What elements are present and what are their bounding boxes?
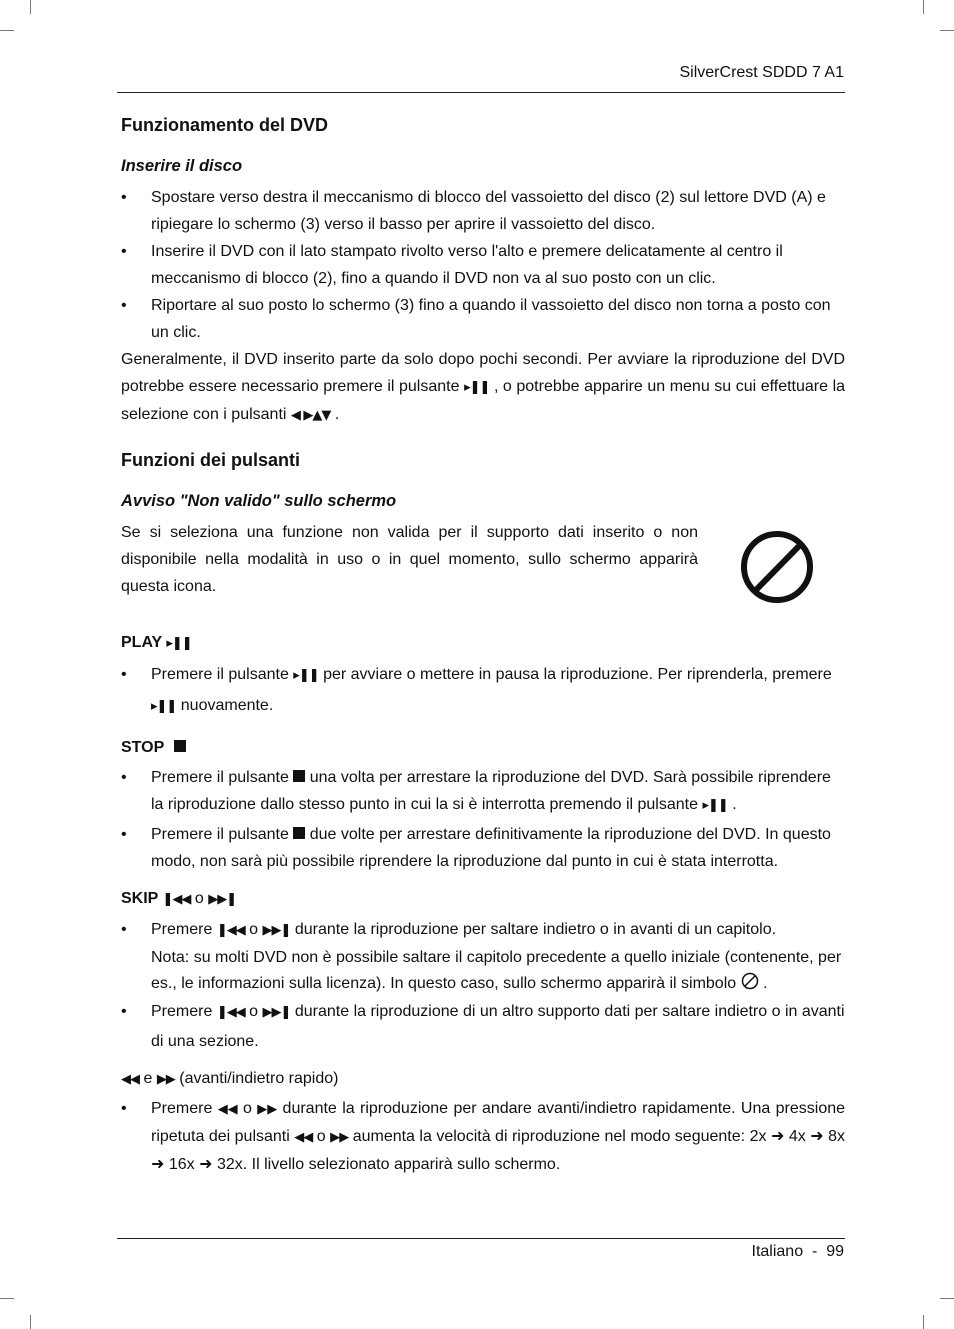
subsection-title-insert-disc: Inserire il disco: [121, 157, 243, 175]
stop-icon: [174, 740, 186, 752]
list-item-text: o: [316, 1128, 326, 1145]
list-item: [121, 660, 845, 722]
skip-heading: [121, 887, 845, 912]
list-item-text: per avviare o mettere in pausa la riproduzione. Per riprenderla, premere: [323, 666, 832, 683]
subsection-title-invalid-notice: Avviso "Non valido" sullo schermo: [121, 492, 397, 510]
page-content: [121, 112, 845, 1178]
crop-mark: [940, 30, 954, 31]
crop-mark: [923, 1315, 924, 1329]
section-title-dvd-operation: Funzionamento del DVD: [121, 115, 328, 135]
fast-forward-icon: ▶▶: [156, 1072, 175, 1087]
crop-mark: [30, 0, 31, 14]
stop-icon: [293, 770, 305, 782]
skip-title: SKIP: [121, 890, 159, 907]
list-item-text: due volte per arrestare definitivamente la riproduzione del DVD. In questo modo, non sarà più possibile riprendere la riproduzione dal punto in cui è stata interrotta.: [151, 826, 831, 870]
fast-forward-icon: ▶▶: [330, 1130, 349, 1145]
crop-mark: [0, 30, 14, 31]
footer-rule: [117, 1238, 845, 1239]
skip-next-icon: ▶▶❚: [208, 892, 237, 907]
header-rule: [117, 92, 845, 93]
play-title: PLAY: [121, 634, 162, 651]
list-item-text: Premere il pulsante: [151, 666, 289, 683]
list-item: [121, 916, 845, 997]
skip-list: [121, 916, 845, 1056]
section-title-button-functions: Funzioni dei pulsanti: [121, 450, 300, 470]
heading-conjunction: e: [143, 1070, 153, 1087]
rewind-icon: ◀◀: [294, 1130, 313, 1145]
skip-next-icon: ▶▶❚: [262, 1005, 291, 1020]
list-item-text: .: [732, 796, 737, 813]
arrow-right-icon: ➜: [770, 1128, 785, 1145]
play-pause-icon: ▸❚❚: [166, 636, 192, 651]
arrow-right-icon: ➜: [810, 1128, 824, 1145]
fast-heading: [121, 1066, 845, 1093]
speed-value: 2x: [749, 1128, 767, 1145]
list-item-text: durante la riproduzione di un altro supporto dati per saltare indietro o in avanti di una sezione.: [151, 1003, 845, 1050]
skip-previous-icon: ❚◀◀: [216, 923, 245, 938]
speed-value: 8x: [828, 1128, 845, 1145]
skip-next-icon: ▶▶❚: [262, 923, 291, 938]
list-item-text: durante la riproduzione per andare avanti/indietro rapidamente. Una pressione ripetuta dei pulsanti: [151, 1100, 846, 1145]
invalid-notice-row: [121, 519, 845, 617]
list-item-text: Il livello selezionato apparirà sullo schermo.: [251, 1156, 561, 1173]
list-item-text: o: [249, 1003, 259, 1020]
arrow-right-icon: ➜: [151, 1156, 165, 1173]
fast-heading-text: (avanti/indietro rapido): [179, 1070, 339, 1087]
list-item-text: una volta per arrestare la riproduzione del DVD. Sarà possibile riprendere la riproduzione dallo stesso punto in cui la si è interrotta premendo il pulsante: [151, 769, 831, 813]
list-item-text: aumenta la velocità di riproduzione nel modo seguente:: [352, 1128, 746, 1145]
insert-disc-list: [121, 184, 845, 346]
list-item-text: Premere il pulsante: [151, 826, 289, 843]
list-item: [121, 821, 845, 875]
crop-mark: [923, 0, 924, 14]
stop-heading: [121, 736, 845, 760]
list-item: • Riportare al suo posto lo schermo (3) fino a quando il vassoietto del disco non torna a posto con un clic.: [121, 292, 845, 346]
list-item-text: nuovamente.: [180, 697, 274, 714]
rewind-icon: ◀◀: [121, 1072, 139, 1087]
note-text: .: [763, 975, 768, 992]
paragraph-text: Generalmente, il DVD inserito parte da solo dopo pochi secondi. Per avviare la riproduzione del DVD potrebbe essere necessario premere il pulsante: [121, 351, 845, 395]
rewind-icon: ◀◀: [217, 1102, 238, 1117]
crop-mark: [30, 1315, 31, 1329]
autoplay-paragraph: [121, 346, 845, 429]
list-item-text: Premere: [151, 1100, 213, 1117]
list-item-text: durante la riproduzione per saltare indietro o in avanti di un capitolo.: [294, 921, 777, 938]
list-item-text: Premere il pulsante: [151, 769, 289, 786]
no-entry-icon: [741, 972, 759, 990]
play-pause-icon: ▸❚❚: [464, 380, 490, 395]
paragraph-text: , o potrebbe apparire un menu su cui effettuare la selezione con i pulsanti: [121, 378, 846, 423]
invalid-notice-text: Se si seleziona una funzione non valida per il supporto dati inserito o non disponibile nella modalità in uso o in quel momento, sullo schermo apparirà questa icona.: [121, 524, 698, 595]
list-item: [121, 997, 845, 1056]
paragraph-text: .: [334, 406, 340, 423]
page-footer-number: Italiano - 99: [751, 1243, 844, 1260]
play-list: [121, 660, 845, 722]
speed-value: 16x: [168, 1156, 195, 1173]
skip-note: [151, 945, 845, 997]
no-entry-icon: [739, 529, 815, 605]
list-item-text: o: [249, 921, 259, 938]
list-item-text: o: [243, 1100, 252, 1117]
play-heading: [121, 631, 845, 656]
crop-mark: [940, 1298, 954, 1299]
list-item: • Inserire il DVD con il lato stampato rivolto verso l'alto e premere delicatamente al centro il meccanismo di blocco (2), fino a quando il DVD non va al suo posto con un clic.: [121, 238, 845, 292]
list-item: • Spostare verso destra il meccanismo di blocco del vassoietto del disco (2) sul lettore DVD (A) e ripiegare lo schermo (3) verso il basso per aprire il vassoietto del disco.: [121, 184, 845, 238]
play-pause-icon: ▸❚❚: [151, 699, 177, 714]
heading-conjunction: o: [194, 890, 204, 907]
arrow-right-icon: ➜: [199, 1156, 213, 1173]
play-pause-icon: ▸❚❚: [293, 668, 319, 683]
fast-list: [121, 1095, 845, 1178]
page-header-title: SilverCrest SDDD 7 A1: [679, 64, 844, 81]
note-text: Nota: su molti DVD non è possibile saltare il capitolo precedente a quello iniziale (contenente, per es., le informazioni sulla licenza). In questo caso, sullo schermo apparirà il simbolo: [151, 949, 842, 992]
stop-icon: [293, 827, 305, 839]
list-item: [121, 764, 845, 819]
play-pause-icon: ▸❚❚: [702, 798, 728, 813]
left-right-up-down-arrows-icon: ◀ ▶▲▼: [290, 408, 331, 423]
list-item-text: Premere: [151, 921, 213, 938]
crop-mark: [0, 1298, 14, 1299]
list-item-text: Premere: [151, 1003, 213, 1020]
skip-previous-icon: ❚◀◀: [162, 892, 191, 907]
skip-previous-icon: ❚◀◀: [216, 1005, 245, 1020]
fast-forward-icon: ▶▶: [257, 1102, 278, 1117]
stop-title: STOP: [121, 739, 164, 756]
list-item: [121, 1095, 845, 1178]
speed-value: 32x.: [216, 1156, 248, 1173]
stop-list: [121, 764, 845, 875]
speed-value: 4x: [788, 1128, 806, 1145]
